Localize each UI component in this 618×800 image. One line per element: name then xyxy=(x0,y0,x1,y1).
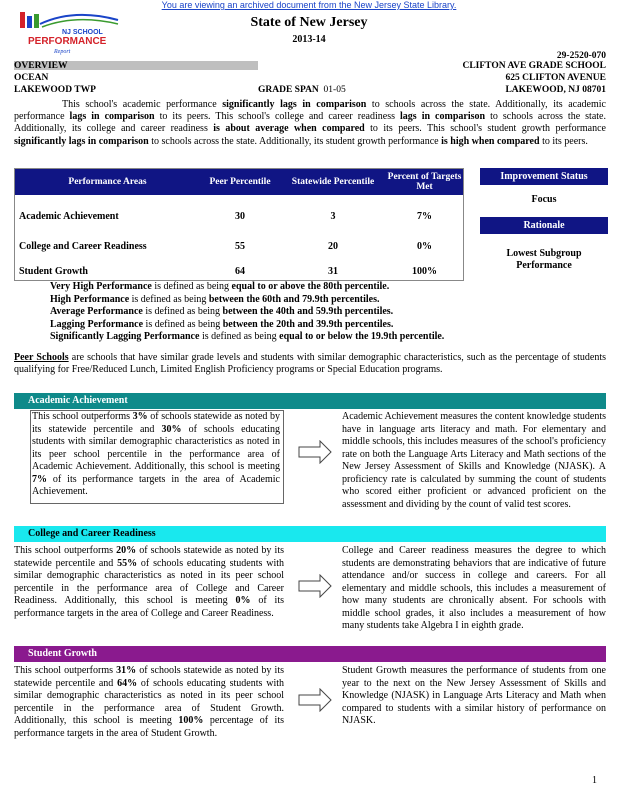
section-bar-academic-achievement: Academic Achievement xyxy=(14,393,606,409)
row-state: 31 xyxy=(328,266,338,277)
section-bar-college-career: College and Career Readiness xyxy=(14,526,606,542)
arrow-right-icon xyxy=(298,688,332,712)
rationale-head: Rationale xyxy=(480,217,608,234)
improvement-status-head: Improvement Status xyxy=(480,168,608,185)
grade-span xyxy=(258,85,346,95)
arrow-right-icon xyxy=(298,440,332,464)
county: OCEAN xyxy=(14,73,49,83)
section-academic-right-text: Academic Achievement measures the content knowledge students have in language arts literacy and math. For elementary and middle schools, this includes measures of the school's proficiency rate on both the Language Arts Literacy and Math sections of the New Jersey Assessment of Skills and Knowledge (NJASK). A proficiency rate is calculated by summing the count of students who scored either proficient or advanced proficient on the assessment and dividing by the count of valid test scores. xyxy=(342,411,606,510)
section-college-right-text: College and Career readiness measures the degree to which students are demonstrating behaviors that are indicative of future attendance and/or success in college and careers. For all elementary and middle schools, this includes a measurement of how many students are chronically absent. For schools with middle school grades, it also includes a measurement of how many students take Algebra I in eighth grade. xyxy=(342,545,606,631)
section-growth-right-text: Student Growth measures the performance of students from one year to the next on the New Jersey Assessment of Skills and Knowledge (NJASK) in Language Arts Literacy and Math when compared to students with a similar history of performance on NJASK. xyxy=(342,665,606,726)
definition-item: Lagging Performance is defined as being between the 20th and 39.9th percentiles. xyxy=(50,318,394,330)
definition-item: High Performance is defined as being between the 60th and 79.9th percentiles. xyxy=(50,293,380,305)
section-college-left-text: This school outperforms 20% of schools statewide as noted by its statewide percentile and 55% of schools educating students with similar demographic characteristics as noted in its peer school percentile in the performance area of College and Career Readiness. Additionally, this school is meeting 0% of its performance targets in the area of College and Career Readiness. xyxy=(14,545,284,619)
header-peer-percentile: Peer Percentile xyxy=(209,177,271,187)
row-peer: 30 xyxy=(235,211,245,222)
row-targets: 7% xyxy=(417,211,432,222)
page-number: 1 xyxy=(592,775,597,786)
school-city: LAKEWOOD, NJ 08701 xyxy=(505,85,606,95)
section-growth-left-text: This school outperforms 31% of schools statewide as noted by its statewide percentile and 64% of schools educating students with similar demographic characteristics as noted in its peer school percentile in the performance area of Student Growth. Additionally, this school is meeting 100% percentage of its performance targets in the area of Student Growth. xyxy=(14,665,284,739)
table-row xyxy=(15,225,463,255)
row-area: Student Growth xyxy=(19,266,88,277)
logo-text-top: NJ SCHOOL xyxy=(62,29,103,36)
row-peer: 55 xyxy=(235,241,245,252)
peer-schools-paragraph: Peer Schools are schools that have similar grade levels and students with similar demographic characteristics, such as the percentage of students qualifying for Free/Reduced Lunch, Limited English Proficiency programs or Special Education programs. xyxy=(14,352,606,375)
report-year: 2013-14 xyxy=(292,34,326,45)
table-row xyxy=(15,195,463,225)
section-bar-student-growth: Student Growth xyxy=(14,646,606,662)
performance-table xyxy=(14,168,464,281)
definition-item: Very High Performance is defined as being equal to or above the 80th percentile. xyxy=(50,281,390,292)
table-row xyxy=(15,255,463,280)
row-area: Academic Achievement xyxy=(19,211,119,222)
district: LAKEWOOD TWP xyxy=(14,85,96,95)
peer-schools-key: Peer Schools xyxy=(14,352,69,363)
archive-banner[interactable]: You are viewing an archived document from the New Jersey State Library. xyxy=(161,0,457,10)
arrow-right-icon xyxy=(298,574,332,598)
rationale-value: Lowest Subgroup Performance xyxy=(506,248,582,271)
overview-label: OVERVIEW xyxy=(14,61,68,71)
performance-table-header xyxy=(15,169,463,195)
state-title: State of New Jersey xyxy=(250,15,368,30)
performance-definitions xyxy=(50,281,444,344)
header-performance-areas: Performance Areas xyxy=(68,177,147,187)
row-targets: 0% xyxy=(417,241,432,252)
school-street: 625 CLIFTON AVENUE xyxy=(505,73,606,83)
row-state: 20 xyxy=(328,241,338,252)
row-state: 3 xyxy=(330,211,336,222)
improvement-status xyxy=(480,168,608,206)
section-academic-left-text: This school outperforms 3% of schools statewide as noted by its statewide percentile and 30% of schools educating students with similar demographic characteristics as noted in its peer school percentile in the performance area of Academic Achievement. Additionally, this school is meeting 7% of its performance targets in the area of Academic Achievement. xyxy=(32,411,281,497)
row-peer: 64 xyxy=(235,266,245,277)
header-statewide-percentile: Statewide Percentile xyxy=(291,177,375,187)
logo-text-sub: Report xyxy=(54,49,71,55)
grade-span-value: 01-05 xyxy=(323,85,346,95)
row-area: College and Career Readiness xyxy=(19,241,147,252)
definition-item: Significantly Lagging Performance is defined as being equal to or below the 19.9th percentile. xyxy=(50,331,445,342)
school-name: CLIFTON AVE GRADE SCHOOL xyxy=(462,61,606,71)
school-code: 29-2520-070 xyxy=(556,51,606,61)
logo-text-main: PERFORMANCE xyxy=(28,36,107,47)
improvement-status-value: Focus xyxy=(531,194,557,205)
rationale xyxy=(480,217,608,272)
definition-item: Average Performance is defined as being between the 40th and 59.9th percentiles. xyxy=(50,306,394,317)
header-percent-targets: Percent of Targets Met xyxy=(387,172,462,192)
grade-span-label: GRADE SPAN xyxy=(258,85,319,95)
row-targets: 100% xyxy=(412,266,437,277)
intro-paragraph: This school's academic performance significantly lags in comparison to schools across the state. Additionally, its academic performance lags in comparison to its peers. This school's college and career readiness lags in comparison to schools across the state. Additionally, its college and career readiness is about average when compared to its peers. This school's student growth performance significantly lags in comparison to schools across the state. Additionally, its student growth performance is high when compared to its peers. xyxy=(14,99,606,147)
